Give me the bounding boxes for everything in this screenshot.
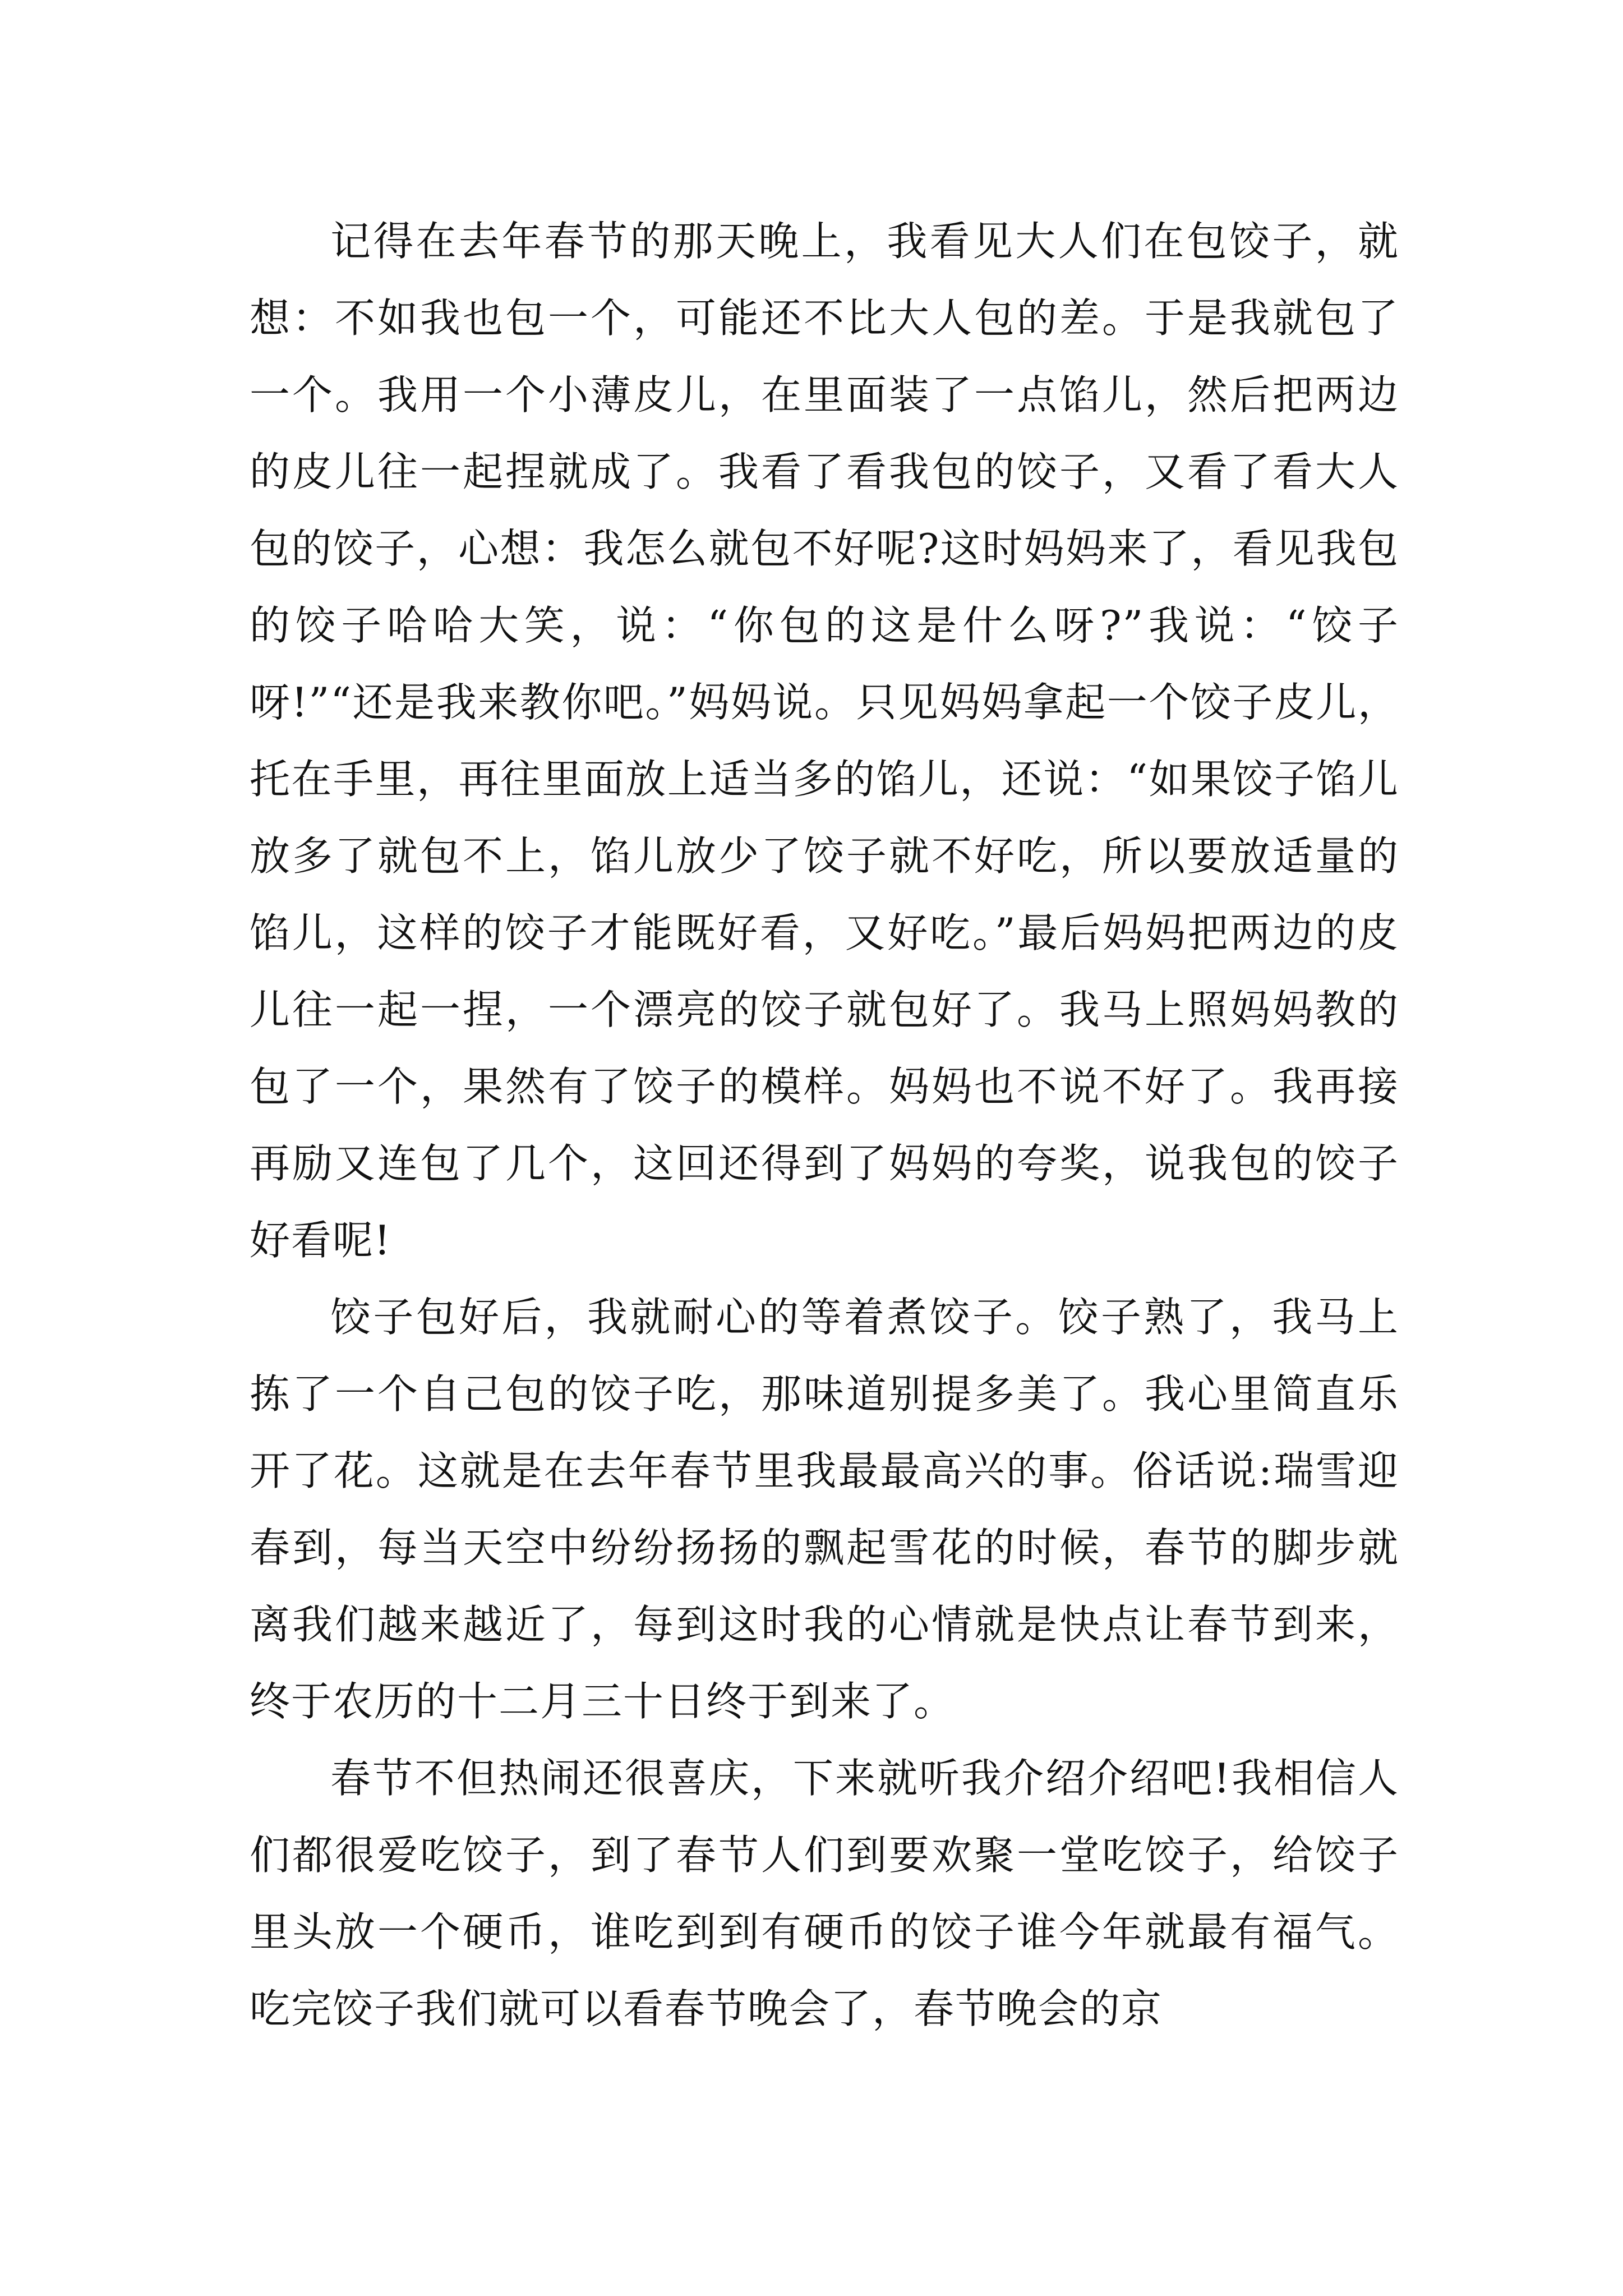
paragraph-dumpling-making: 记得在去年春节的那天晚上，我看见大人们在包饺子，就想：不如我也包一个，可能还不比大人包的差。于是我就包了一个。我用一个小薄皮儿，在里面装了一点馅儿，然后把两边的皮儿往一起捏就成了。我看了看我包的饺子，又看了看大人包的饺子，心想：我怎么就包不好呢?这时妈妈来了，看见我包的饺子哈哈大笑，说：“你包的这是什么呀?”我说：“饺子呀!”“还是我来教你吧。”妈妈说。只见妈妈拿起一个饺子皮儿，托在手里，再往里面放上适当多的馅儿，还说：“如果饺子馅儿放多了就包不上，馅儿放少了饺子就不好吃，所以要放适量的馅儿，这样的饺子才能既好看，又好吃。”最后妈妈把两边的皮儿往一起一捏，一个漂亮的饺子就包好了。我马上照妈妈教的包了一个，果然有了饺子的模样。妈妈也不说不好了。我再接再励又连包了几个，这回还得到了妈妈的夸奖，说我包的饺子好看呢! (250, 218, 1399, 1264)
paragraph-eating-dumplings: 饺子包好后，我就耐心的等着煮饺子。饺子熟了，我马上拣了一个自己包的饺子吃，那味道别提多美了。我心里简直乐开了花。这就是在去年春节里我最最高兴的事。俗话说:瑞雪迎春到，每当天空中纷纷扬扬的飘起雪花的时候，春节的脚步就离我们越来越近了，每到这时我的心情就是快点让春节到来，终于农历的十二月三十日终于到来了。 (250, 1294, 1399, 1725)
document-body (250, 203, 1399, 2047)
paragraph-spring-festival-customs: 春节不但热闹还很喜庆，下来就听我介绍介绍吧!我相信人们都很爱吃饺子，到了春节人们到要欢聚一堂吃饺子，给饺子里头放一个硬币，谁吃到到有硬币的饺子谁今年就最有福气。吃完饺子我们就可以看春节晚会了，春节晚会的京 (250, 1755, 1399, 2032)
